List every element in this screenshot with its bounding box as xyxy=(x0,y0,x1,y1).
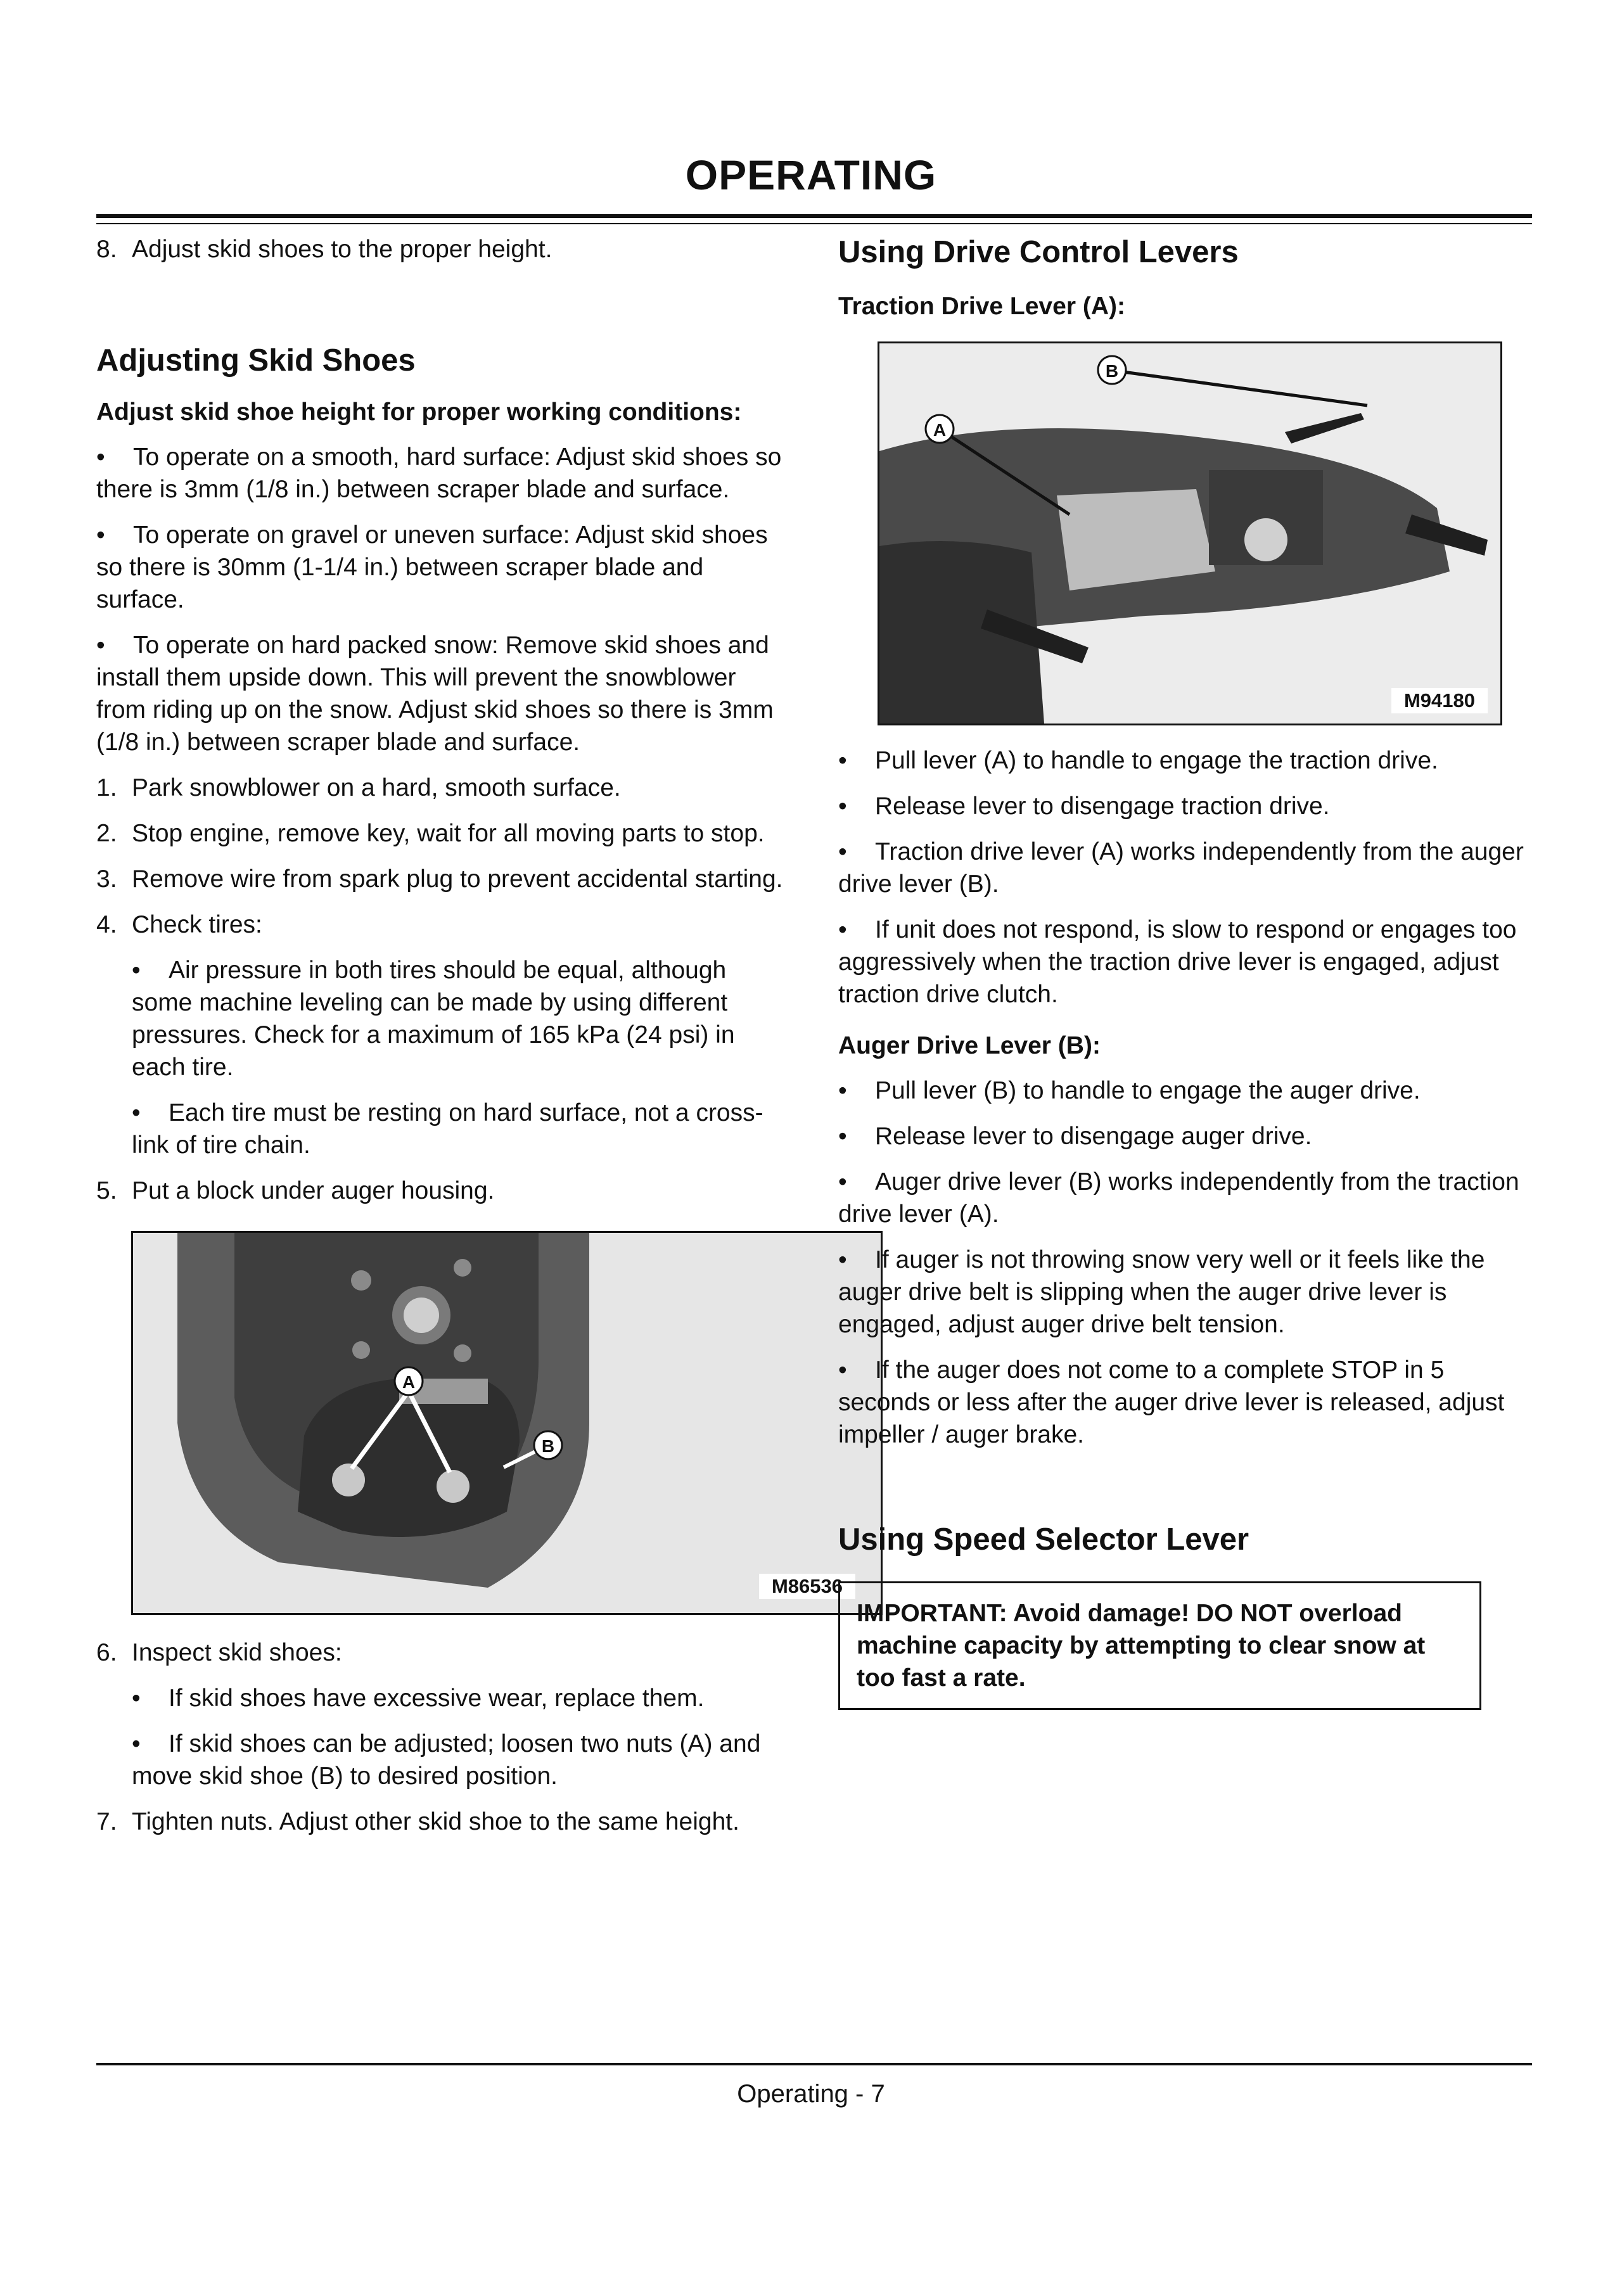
step-6: 6. Inspect skid shoes: xyxy=(96,1639,342,1666)
header-rule-thin xyxy=(96,223,1532,224)
list-item: • Traction drive lever (A) works independently from the auger drive lever (B). xyxy=(838,838,1524,898)
left-column xyxy=(96,233,843,1851)
section-heading-speed-selector: Using Speed Selector Lever xyxy=(838,1522,1249,1557)
list-item: • If auger is not throwing snow very well or it feels like the auger drive belt is slipping when the auger drive lever is engaged, adjust auger drive belt tension. xyxy=(838,1246,1485,1338)
list-item: • To operate on gravel or uneven surface: Adjust skid shoes so there is 30mm (1-1/4 in.) between scraper blade and surface. xyxy=(96,521,768,613)
list-item: • If the auger does not come to a complete STOP in 5 seconds or less after the auger drive lever is released, adjust impeller / auger brake. xyxy=(838,1356,1505,1448)
step-7: 7. Tighten nuts. Adjust other skid shoe to the same height. xyxy=(96,1808,739,1835)
callout-a: A xyxy=(933,420,947,440)
figure-code: M94180 xyxy=(1391,688,1488,713)
subheading-traction-lever: Traction Drive Lever (A): xyxy=(838,293,1125,320)
callout-b: B xyxy=(541,1436,555,1456)
page-title: OPERATING xyxy=(685,151,937,198)
step-5: 5. Put a block under auger housing. xyxy=(96,1177,495,1204)
footer-rule xyxy=(96,2063,1532,2065)
list-item: • If skid shoes have excessive wear, replace them. xyxy=(132,1685,705,1712)
section-heading-skid-shoes: Adjusting Skid Shoes xyxy=(96,343,416,378)
section-heading-drive-levers: Using Drive Control Levers xyxy=(838,235,1239,269)
step-2: 2. Stop engine, remove key, wait for all moving parts to stop. xyxy=(96,820,765,847)
list-item: • Air pressure in both tires should be equal, although some machine leveling can be made by using different pressures. Check for a maximum of 165 kPa (24 psi) in each tire. xyxy=(132,957,735,1081)
list-item: • To operate on hard packed snow: Remove skid shoes and install them upside down. This will prevent the snowblower from riding up on the snow. Adjust skid shoes so there is 3mm (1/8 in.) between scraper blade and surface. xyxy=(96,632,774,756)
important-notice: IMPORTANT: Avoid damage! DO NOT overload machine capacity by attempting to clear snow at too fast a rate. xyxy=(838,1581,1481,1710)
callout-b: B xyxy=(1105,361,1119,381)
step-3: 3. Remove wire from spark plug to prevent accidental starting. xyxy=(96,865,783,893)
drive-levers-illustration xyxy=(879,343,1500,724)
step-1: 1. Park snowblower on a hard, smooth surface. xyxy=(96,774,621,801)
list-item: • Release lever to disengage traction drive. xyxy=(838,793,1330,820)
list-item: • To operate on a smooth, hard surface: Adjust skid shoes so there is 3mm (1/8 in.) between scraper blade and surface. xyxy=(96,443,782,503)
list-item: • If skid shoes can be adjusted; loosen two nuts (A) and move skid shoe (B) to desired position. xyxy=(132,1730,761,1790)
list-item: • Auger drive lever (B) works independently from the traction drive lever (A). xyxy=(838,1168,1519,1228)
list-item: • Pull lever (A) to handle to engage the traction drive. xyxy=(838,747,1438,774)
right-column xyxy=(838,233,1532,1710)
skid-shoe-illustration xyxy=(133,1233,881,1613)
page-number: Operating - 7 xyxy=(737,2080,885,2108)
figure-code: M86536 xyxy=(759,1574,855,1599)
list-item: • Each tire must be resting on hard surface, not a cross-link of tire chain. xyxy=(132,1099,763,1159)
drive-levers-figure xyxy=(878,341,1502,725)
list-item: • Pull lever (B) to handle to engage the auger drive. xyxy=(838,1077,1421,1104)
step-8: 8. Adjust skid shoes to the proper height. xyxy=(96,236,552,263)
step-4: 4. Check tires: xyxy=(96,911,262,938)
header-rule xyxy=(96,214,1532,218)
subheading-working-conditions: Adjust skid shoe height for proper working conditions: xyxy=(96,399,742,426)
callout-a: A xyxy=(402,1372,416,1392)
subheading-auger-lever: Auger Drive Lever (B): xyxy=(838,1032,1101,1059)
list-item: • If unit does not respond, is slow to respond or engages too aggressively when the traction drive lever is engaged, adjust traction drive clutch. xyxy=(838,916,1517,1008)
list-item: • Release lever to disengage auger drive. xyxy=(838,1123,1312,1150)
skid-shoe-figure xyxy=(131,1231,883,1615)
